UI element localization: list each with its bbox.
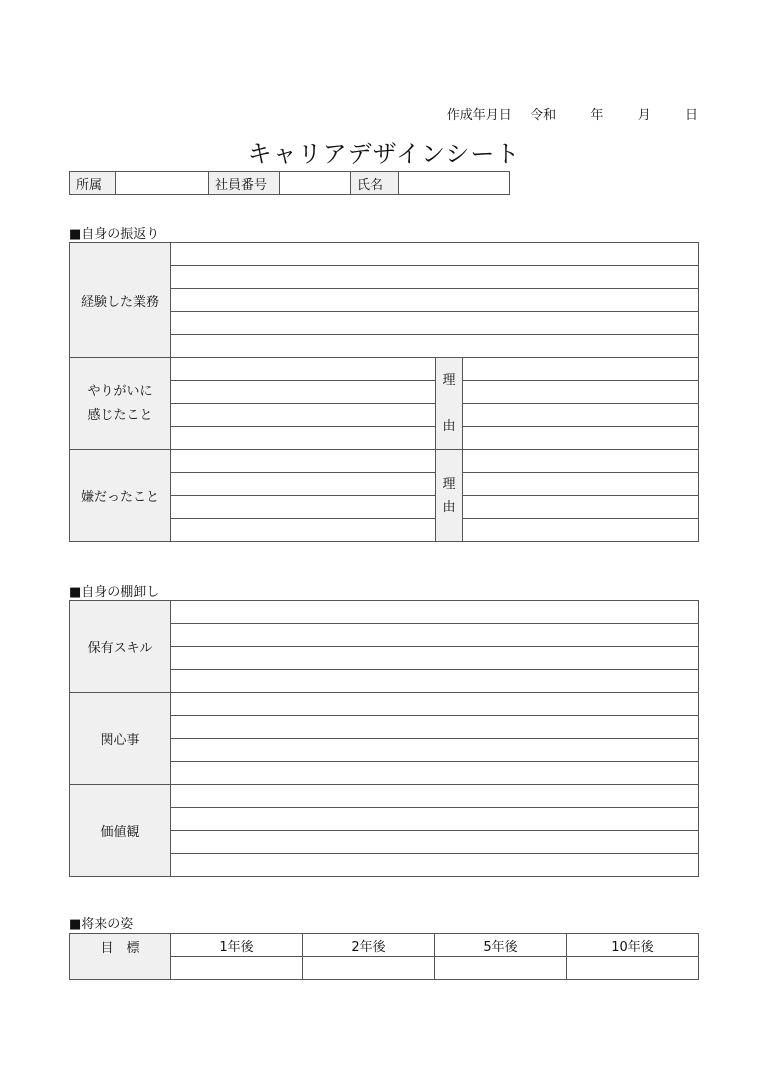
skills-line[interactable] [171,670,699,693]
disliked-reason-line[interactable] [463,496,699,519]
reflection-heading: ■自身の振返り [69,227,160,242]
values-label: 価値観 [70,785,171,877]
rewarding-label-line2: 感じたこと [87,407,153,423]
employee-number-label: 社員番号 [209,172,280,195]
interests-line[interactable] [171,739,699,762]
skills-line[interactable] [171,624,699,647]
goal-10-year-field[interactable] [567,957,699,980]
employee-number-field[interactable] [280,172,351,195]
reason-char: 理 [442,476,456,492]
disliked-reason-line[interactable] [463,519,699,542]
future-heading: ■将来の姿 [69,917,134,932]
values-line[interactable] [171,854,699,877]
reason-char: 理 [442,373,456,388]
skills-line[interactable] [171,647,699,670]
page-title: キャリアデザインシート [247,140,521,168]
info-table [69,171,510,195]
rewarding-reason-line[interactable] [463,381,699,404]
rewarding-line[interactable] [171,358,436,381]
values-line[interactable] [171,808,699,831]
skills-label: 保有スキル [70,601,171,693]
date-year: 年 [590,108,604,123]
name-field[interactable] [399,172,510,195]
future-column-header: 2年後 [303,934,435,957]
creation-date [447,104,698,123]
reason-char: 由 [442,419,456,434]
reason-char: 由 [442,499,456,515]
rewarding-label [70,358,171,450]
reason-label [436,450,463,542]
values-line[interactable] [171,785,699,808]
rewarding-label-line1: やりがいに [87,383,153,399]
date-day: 日 [684,108,698,123]
interests-line[interactable] [171,716,699,739]
experience-line[interactable] [171,312,699,335]
affiliation-field[interactable] [116,172,209,195]
values-line[interactable] [171,831,699,854]
disliked-line[interactable] [171,496,436,519]
goal-5-year-field[interactable] [435,957,567,980]
date-prefix: 作成年月日 [446,108,512,123]
interests-label: 関心事 [70,693,171,785]
disliked-reason-line[interactable] [463,473,699,496]
rewarding-line[interactable] [171,404,436,427]
rewarding-reason-line[interactable] [463,427,699,450]
rewarding-line[interactable] [171,381,436,404]
disliked-reason-line[interactable] [463,450,699,473]
experience-line[interactable] [171,289,699,312]
rewarding-line[interactable] [171,427,436,450]
goal-label: 目 標 [70,934,171,980]
date-month: 月 [637,108,651,123]
rewarding-reason-line[interactable] [463,404,699,427]
future-table [69,933,699,980]
experience-line[interactable] [171,266,699,289]
disliked-line[interactable] [171,473,436,496]
disliked-line[interactable] [171,450,436,473]
inventory-table [69,600,699,877]
goal-2-year-field[interactable] [303,957,435,980]
disliked-line[interactable] [171,519,436,542]
interests-line[interactable] [171,762,699,785]
inventory-heading: ■自身の棚卸し [69,585,160,600]
rewarding-reason-line[interactable] [463,358,699,381]
name-label: 氏名 [351,172,399,195]
future-column-header: 5年後 [435,934,567,957]
experience-line[interactable] [171,243,699,266]
goal-1-year-field[interactable] [171,957,303,980]
affiliation-label: 所属 [70,172,116,195]
reason-label [436,358,463,450]
future-column-header: 10年後 [567,934,699,957]
interests-line[interactable] [171,693,699,716]
future-column-header: 1年後 [171,934,303,957]
experience-line[interactable] [171,335,699,358]
disliked-label: 嫌だったこと [70,450,171,542]
skills-line[interactable] [171,601,699,624]
date-era: 令和 [530,108,557,123]
reflection-table [69,242,699,542]
experience-label: 経験した業務 [70,243,171,358]
